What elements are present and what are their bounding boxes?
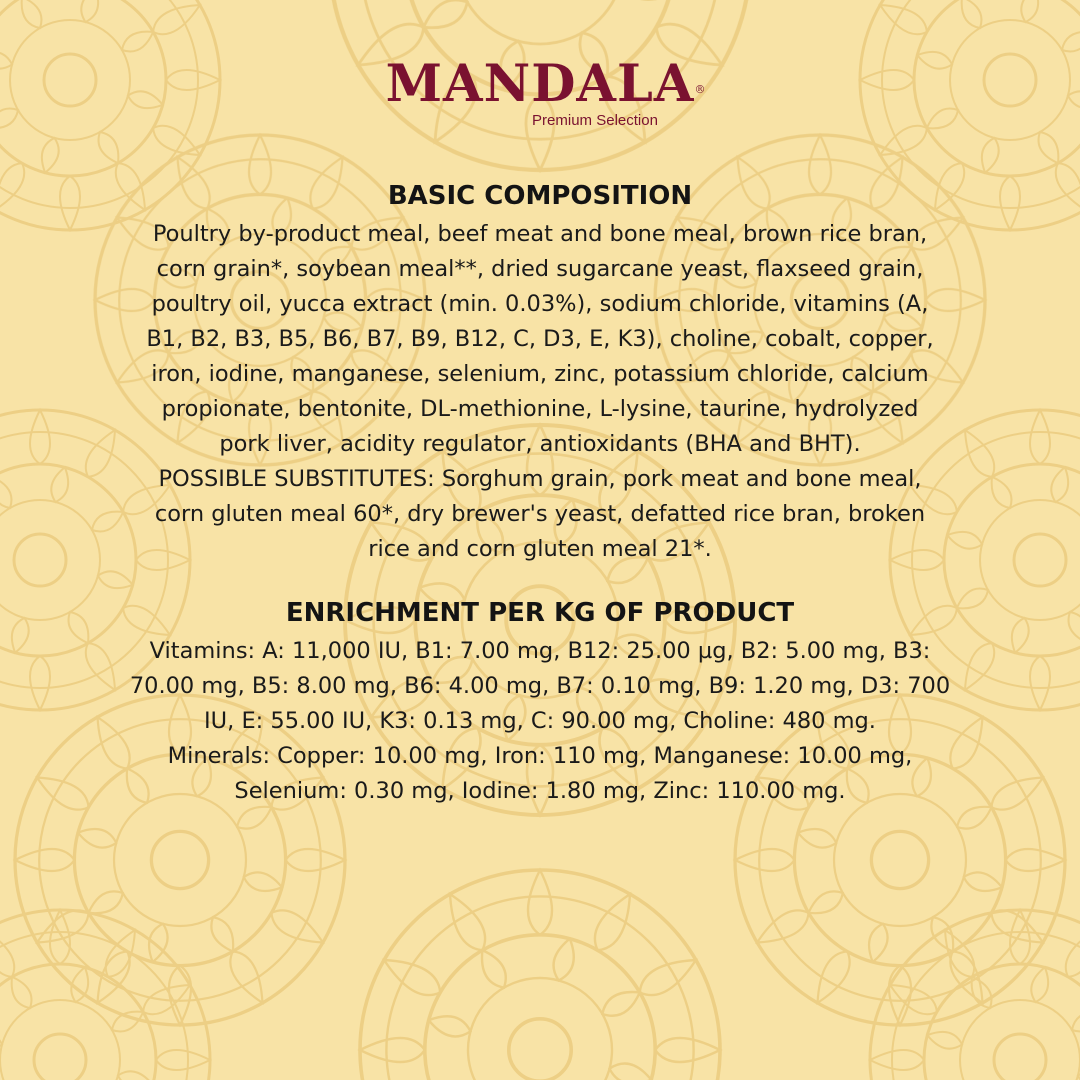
composition-line: corn grain*, soybean meal**, dried sugarcane yeast, flaxseed grain,: [156, 256, 924, 282]
enrichment-title: ENRICHMENT PER KG OF PRODUCT: [285, 598, 795, 628]
composition-line: iron, iodine, manganese, selenium, zinc, potassium chloride, calcium: [151, 361, 929, 387]
composition-line: Poultry by-product meal, beef meat and bone meal, brown rice bran,: [152, 221, 928, 247]
enrichment-line: Minerals: Copper: 10.00 mg, Iron: 110 mg, Manganese: 10.00 mg,: [167, 743, 913, 769]
composition-line: propionate, bentonite, DL-methionine, L-lysine, taurine, hydrolyzed: [161, 396, 919, 422]
composition-line: corn gluten meal 60*, dry brewer's yeast, defatted rice bran, broken: [154, 501, 926, 527]
composition-line: rice and corn gluten meal 21*.: [368, 536, 712, 562]
registered-mark: ®: [694, 83, 707, 96]
enrichment-text: [100, 634, 980, 809]
basic-composition-section: [0, 180, 1080, 567]
composition-line: POSSIBLE SUBSTITUTES: Sorghum grain, pork meat and bone meal,: [158, 466, 922, 492]
enrichment-section: [0, 597, 1080, 809]
brand-wordmark: MANDALA: [385, 54, 695, 114]
enrichment-line: IU, E: 55.00 IU, K3: 0.13 mg, C: 90.00 mg, Choline: 480 mg.: [204, 708, 876, 734]
enrichment-line: Selenium: 0.30 mg, Iodine: 1.80 mg, Zinc: 110.00 mg.: [234, 778, 846, 804]
enrichment-line: Vitamins: A: 11,000 IU, B1: 7.00 mg, B12: 25.00 µg, B2: 5.00 mg, B3:: [149, 638, 931, 664]
basic-composition-title: BASIC COMPOSITION: [387, 181, 693, 211]
brand-tagline: Premium Selection: [532, 112, 658, 129]
composition-line: poultry oil, yucca extract (min. 0.03%), sodium chloride, vitamins (A,: [151, 291, 929, 317]
brand-logo: [0, 54, 1080, 129]
composition-line: pork liver, acidity regulator, antioxidants (BHA and BHT).: [219, 431, 861, 457]
enrichment-line: 70.00 mg, B5: 8.00 mg, B6: 4.00 mg, B7: 0.10 mg, B9: 1.20 mg, D3: 700: [129, 673, 951, 699]
composition-line: B1, B2, B3, B5, B6, B7, B9, B12, C, D3, E, K3), choline, cobalt, copper,: [146, 326, 934, 352]
basic-composition-text: [110, 217, 970, 567]
brand-name: [385, 54, 707, 114]
